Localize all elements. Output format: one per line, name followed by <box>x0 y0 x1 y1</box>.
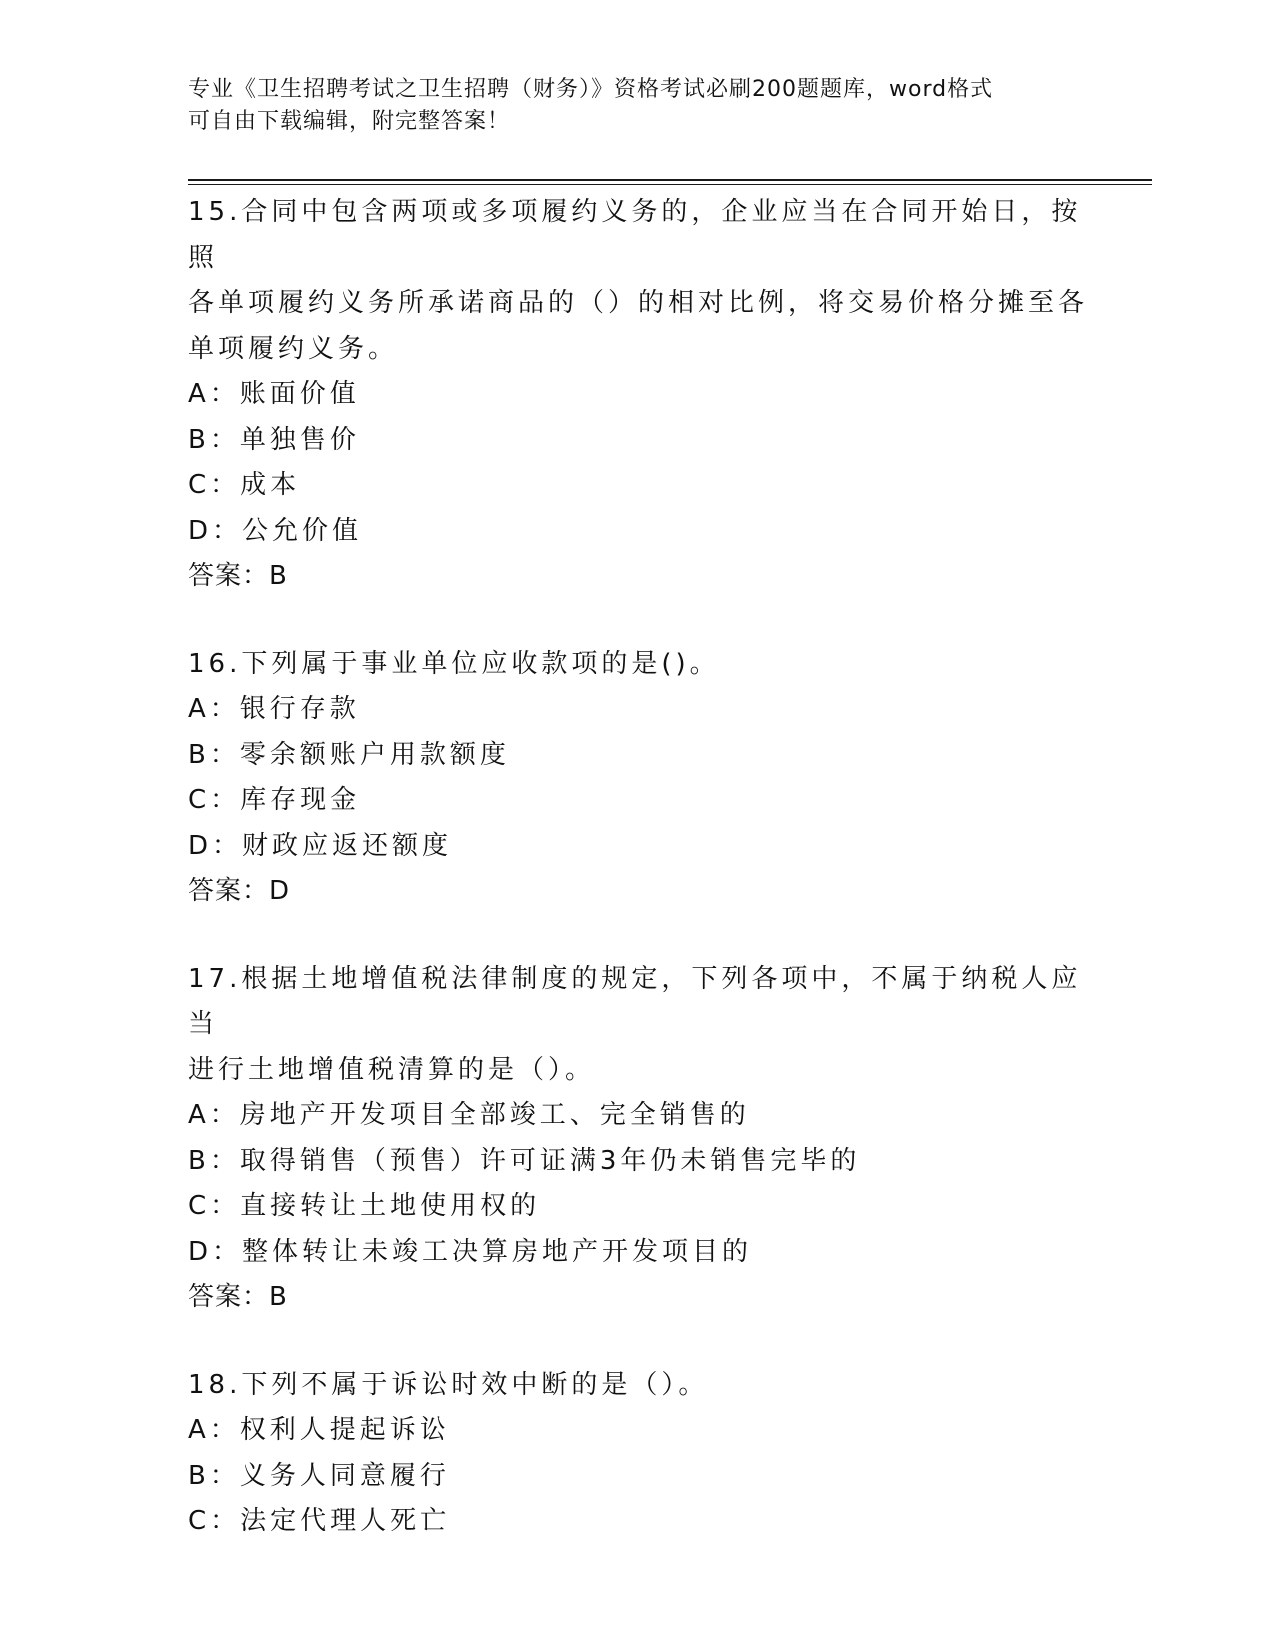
question-16 <box>188 642 1088 915</box>
answer-line: 答案：B <box>188 561 288 591</box>
option-d: D：整体转让未竣工决算房地产开发项目的 <box>188 1236 753 1267</box>
stem-line: 各单项履约义务所承诺商品的（）的相对比例，将交易价格分摊至各 <box>188 288 1089 318</box>
question-stem <box>188 642 1088 688</box>
option-b: B：零余额账户用款额度 <box>188 739 510 770</box>
option-b: B：义务人同意履行 <box>188 1460 450 1491</box>
option-d: D：公允价值 <box>188 515 363 546</box>
question-18 <box>188 1363 1088 1545</box>
stem-line: 进行土地增值税清算的是（）。 <box>188 1054 596 1085</box>
option-c: C：法定代理人死亡 <box>188 1506 451 1536</box>
option-b: B：单独售价 <box>188 424 360 455</box>
option-d: D：财政应返还额度 <box>188 830 453 861</box>
option-a: A：账面价值 <box>188 379 360 409</box>
question-list <box>188 190 1088 1587</box>
stem-line: 15.合同中包含两项或多项履约义务的，企业应当在合同开始日，按照 <box>188 197 1082 273</box>
header-divider-thin <box>188 184 1152 185</box>
question-15 <box>188 190 1088 600</box>
option-a: A：银行存款 <box>188 694 360 724</box>
header-line-1: 专业《卫生招聘考试之卫生招聘（财务）》资格考试必刷200题题库，word格式 <box>188 77 994 102</box>
option-a: A：房地产开发项目全部竣工、完全销售的 <box>188 1100 750 1130</box>
answer-line: 答案：B <box>188 1282 288 1312</box>
question-stem <box>188 190 1088 372</box>
option-c: C：库存现金 <box>188 785 361 815</box>
header-divider-thick <box>188 179 1152 181</box>
option-c: C：直接转让土地使用权的 <box>188 1191 541 1221</box>
question-17 <box>188 957 1088 1321</box>
stem-line: 17.根据土地增值税法律制度的规定，下列各项中，不属于纳税人应当 <box>188 963 1082 1039</box>
option-b: B：取得销售（预售）许可证满3年仍未销售完毕的 <box>188 1145 861 1176</box>
question-stem <box>188 957 1088 1094</box>
question-stem <box>188 1363 1088 1409</box>
stem-line: 18.下列不属于诉讼时效中断的是（）。 <box>188 1369 709 1400</box>
stem-line: 16.下列属于事业单位应收款项的是()。 <box>188 648 720 679</box>
option-a: A：权利人提起诉讼 <box>188 1415 450 1445</box>
stem-line: 单项履约义务。 <box>188 333 399 364</box>
answer-line: 答案：D <box>188 876 291 906</box>
option-c: C：成本 <box>188 470 301 500</box>
header-line-2: 可自由下载编辑，附完整答案！ <box>188 109 511 134</box>
document-header <box>188 74 1088 138</box>
